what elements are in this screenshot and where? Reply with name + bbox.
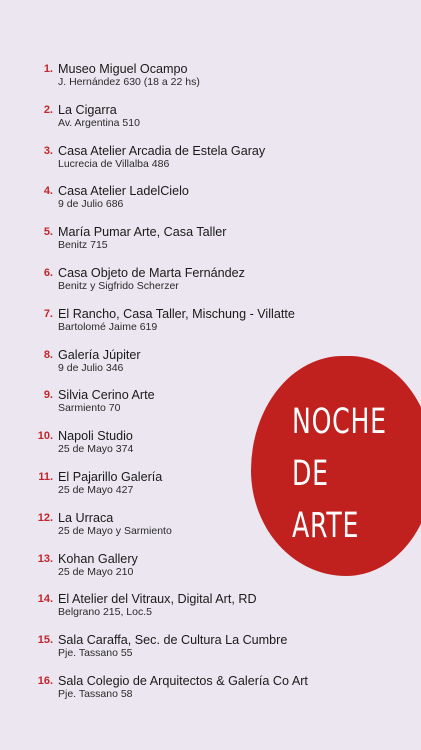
item-number: 16. (37, 674, 53, 687)
item-number: 2. (43, 103, 53, 116)
venue-address: Belgrano 215, Loc.5 (58, 606, 152, 619)
venue-address: Pje. Tassano 58 (58, 687, 133, 700)
venue-name: El Pajarillo Galería (58, 469, 163, 484)
venue-name: Sala Colegio de Arquitectos & Galería Co Art (58, 673, 308, 688)
venue-name: Casa Atelier LadelCielo (58, 184, 189, 199)
item-number: 15. (37, 634, 53, 647)
item-number: 4. (43, 185, 53, 198)
list-item (0, 632, 421, 673)
venue-name: La Urraca (58, 510, 114, 525)
venue-name: Galería Júpiter (58, 347, 141, 362)
list-item (0, 591, 421, 632)
venue-address: 25 de Mayo y Sarmiento (58, 524, 172, 537)
venue-name: María Pumar Arte, Casa Taller (58, 225, 227, 240)
item-number: 9. (43, 389, 53, 402)
venue-address: 25 de Mayo 210 (58, 565, 134, 578)
list-item (0, 673, 421, 714)
venue-name: Napoli Studio (58, 429, 133, 444)
item-number: 13. (37, 552, 53, 565)
venue-address: Bartolomé Jaime 619 (58, 320, 158, 333)
item-number: 8. (43, 348, 53, 361)
badge-line-2: DE (292, 454, 329, 494)
venue-name: Kohan Gallery (58, 551, 138, 566)
venue-name: Casa Atelier Arcadia de Estela Garay (58, 143, 266, 158)
venue-address: 25 de Mayo 374 (58, 443, 134, 456)
item-number: 7. (43, 307, 53, 320)
item-number: 12. (37, 511, 53, 524)
venue-address: Pje. Tassano 55 (58, 647, 133, 660)
list-item (0, 102, 421, 143)
venue-name: La Cigarra (58, 102, 117, 117)
venue-address: Av. Argentina 510 (58, 116, 140, 129)
venue-name: Casa Objeto de Marta Fernández (58, 265, 245, 280)
item-number: 3. (43, 144, 53, 157)
venue-address: 25 de Mayo 427 (58, 483, 134, 496)
venue-name: El Atelier del Vitraux, Digital Art, RD (58, 592, 257, 607)
venue-address: 9 de Julio 346 (58, 361, 124, 374)
venue-name: Silvia Cerino Arte (58, 388, 155, 403)
badge-line-1: NOCHE (292, 402, 387, 442)
venue-address: Benitz y Sigfrido Scherzer (58, 279, 179, 292)
list-item (0, 183, 421, 224)
venue-address: 9 de Julio 686 (58, 198, 124, 211)
venue-name: Museo Miguel Ocampo (58, 62, 188, 76)
venue-address: Sarmiento 70 (58, 402, 121, 415)
venue-address: Lucrecia de Villalba 486 (58, 157, 170, 170)
item-number: 1. (43, 63, 53, 75)
badge-title (292, 396, 387, 552)
item-number: 10. (37, 430, 53, 443)
item-number: 14. (37, 593, 53, 606)
item-number: 11. (38, 470, 53, 483)
venue-address: Benitz 715 (58, 239, 108, 252)
item-number: 5. (43, 226, 53, 239)
venue-address: J. Hernández 630 (18 a 22 hs) (58, 76, 200, 88)
list-item (0, 306, 421, 347)
venue-name: Sala Caraffa, Sec. de Cultura La Cumbre (58, 633, 288, 648)
badge-line-3: ARTE (292, 506, 360, 546)
list-item (0, 265, 421, 306)
venue-name: El Rancho, Casa Taller, Mischung - Villatte (58, 306, 295, 321)
item-number: 6. (43, 266, 53, 279)
list-item (0, 143, 421, 184)
list-item (0, 61, 421, 102)
list-item (0, 224, 421, 265)
